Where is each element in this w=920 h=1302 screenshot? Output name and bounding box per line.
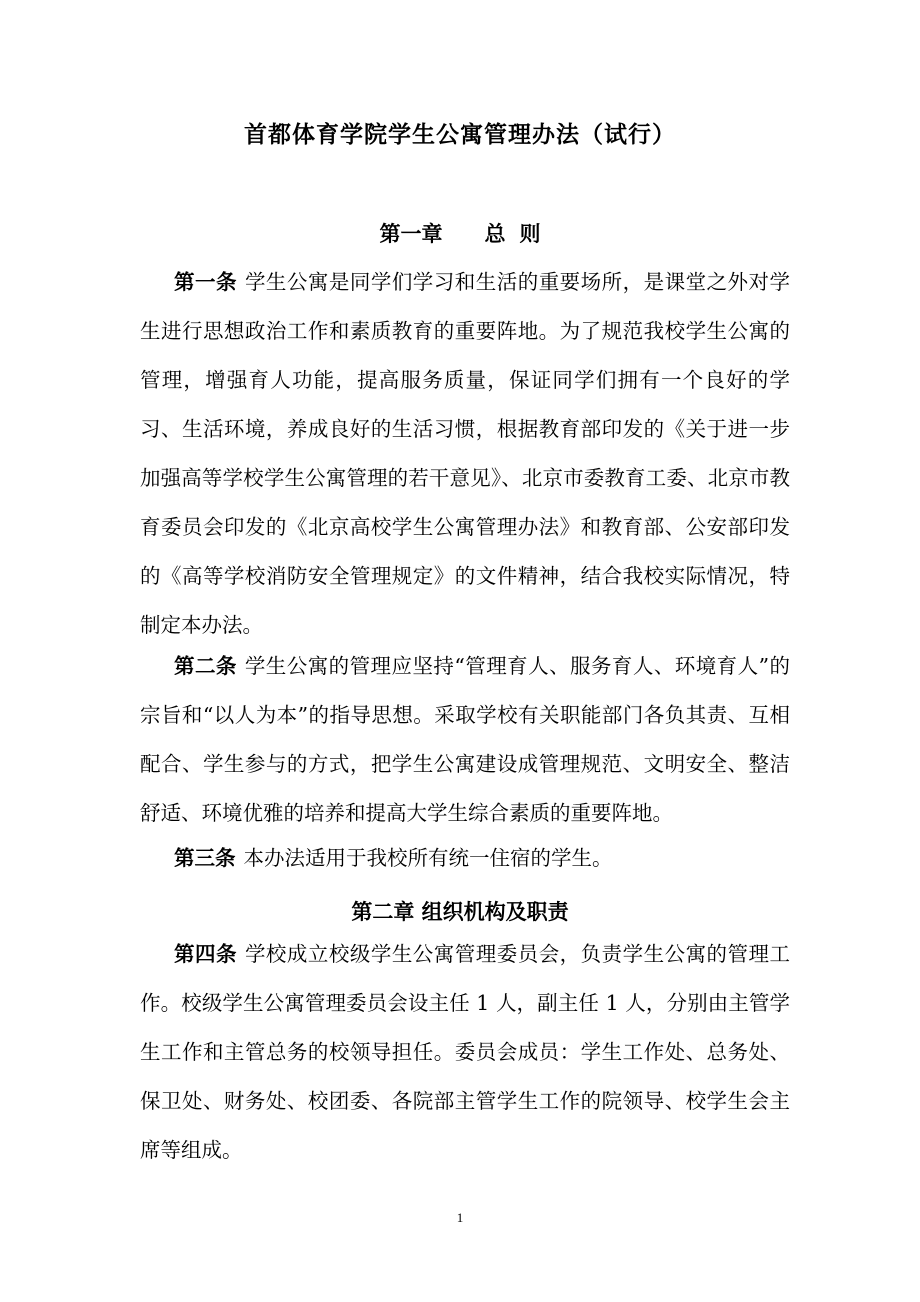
article-2 [140,642,790,838]
article-2-text: 学生公寓的管理应坚持“管理育人、服务育人、环境育人”的宗旨和“以人为本”的指导思想。采取学校有关职能部门各负其责、互相配合、学生参与的方式，把学生公寓建设成管理规范、文明安全、整洁舒适、环境优雅的培养和提高大学生综合素质的重要阵地。 [140,654,791,825]
article-3 [140,834,790,883]
chapter-1-word-1: 总 [484,222,506,246]
page-number: 1 [456,1210,464,1225]
chapter-1-prefix: 第一章 [379,222,443,246]
article-3-label: 第三条 [174,846,236,870]
article-4-text: 学校成立校级学生公寓管理委员会，负责学生公寓的管理工作。校级学生公寓管理委员会设主任 1 人，副主任 1 人，分别由主管学生工作和主管总务的校领导担任。委员会成员：学生工作处、总务处、保卫处、财务处、校团委、各院部主管学生工作的院领导、校学生会主席等组成。 [140,942,791,1162]
article-3-text: 本办法适用于我校所有统一住宿的学生。 [243,846,613,870]
chapter-2-heading: 第二章 组织机构及职责 [351,900,569,924]
article-4-label: 第四条 [174,942,237,966]
article-2-label: 第二条 [174,654,237,678]
chapter-1-heading [0,218,920,248]
document-title: 首都体育学院学生公寓管理办法（试行） [244,122,676,148]
article-4 [140,930,790,1175]
article-1-text: 学生公寓是同学们学习和生活的重要场所，是课堂之外对学生进行思想政治工作和素质教育的重要阵地。为了规范我校学生公寓的管理，增强育人功能，提高服务质量，保证同学们拥有一个良好的学习、生活环境，养成良好的生活习惯，根据教育部印发的《关于进一步加强高等学校学生公寓管理的若干意见》、北京市委教育工委、北京市教育委员会印发的《北京高校学生公寓管理办法》和教育部、公安部印发的《高等学校消防安全管理规定》的文件精神，结合我校实际情况，特制定本办法。 [140,270,791,637]
chapter-1-word-2: 则 [519,222,541,246]
article-1-label: 第一条 [174,270,237,294]
article-1 [140,258,790,650]
